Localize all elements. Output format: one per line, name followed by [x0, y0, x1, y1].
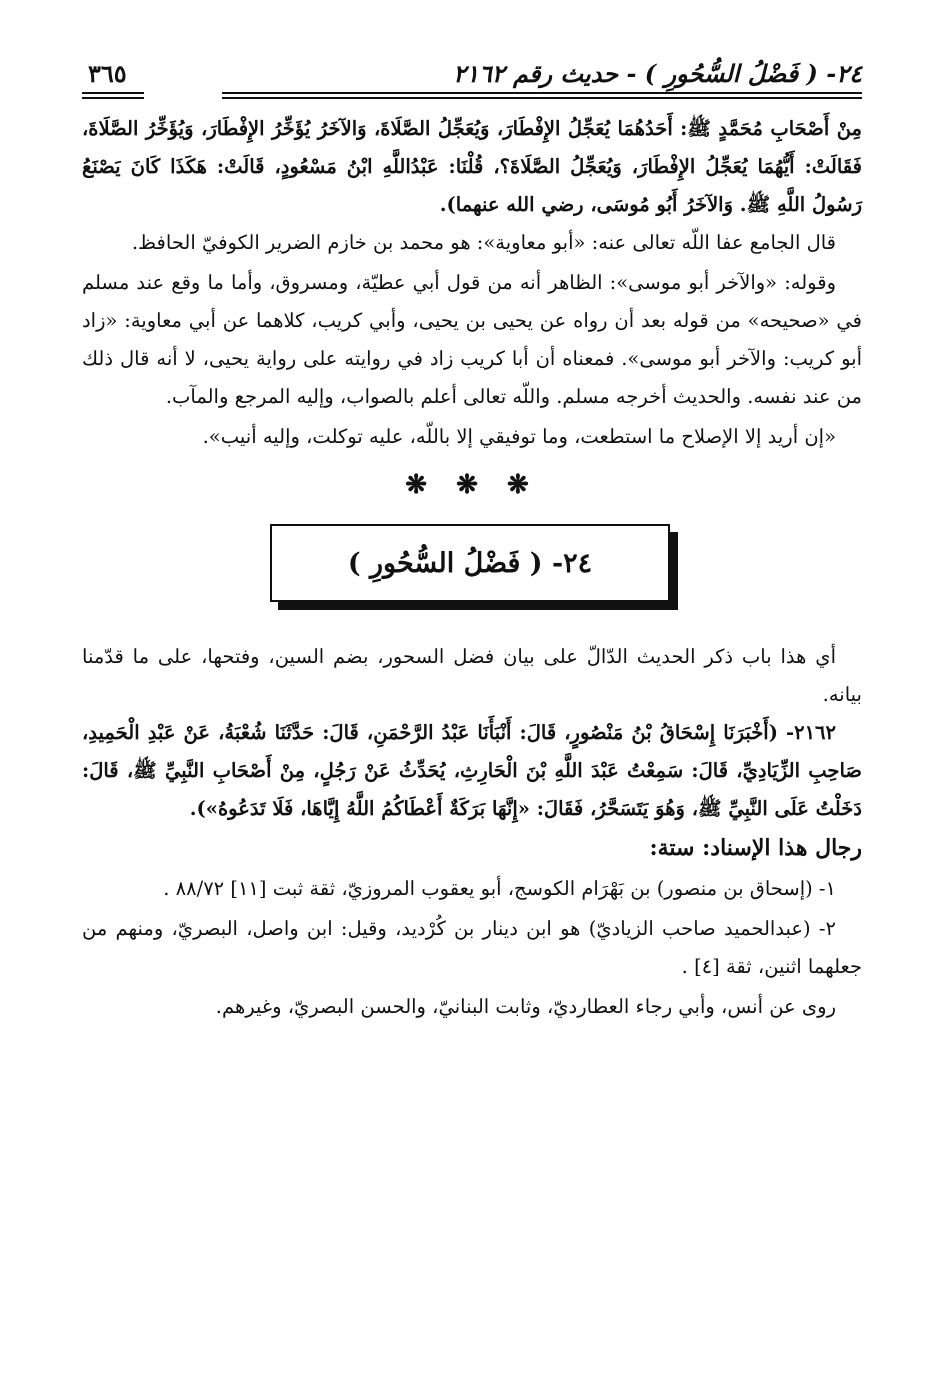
narrator-entry: ١- (إسحاق بن منصور) بن بَهْرَام الكوسج، أبو يعقوب المروزيّ، ثقة ثبت [١١] ٨٨/٧٢ . — [163, 877, 836, 900]
chapter-title: ٢٤- ( فَضْلُ السُّحُورِ ) — [270, 524, 670, 602]
header-rule-left — [82, 92, 144, 99]
book-page — [82, 48, 862, 1026]
narrators-heading: رجال هذا الإسناد: ستة: — [649, 835, 862, 861]
running-header-title: ٢٤- ( فَضْلُ السُّحُورِ ) - حديث رقم ٢١٦٢ — [453, 59, 862, 88]
header-rule-right — [222, 92, 862, 99]
closing-quote-paragraph: «إن أريد إلا الإصلاح ما استطعت، وما توفيقي إلا باللّه، عليه توكلت، وإليه أنيب». — [202, 425, 836, 448]
running-header — [82, 48, 862, 88]
commentary-paragraph: قال الجامع عفا اللّه تعالى عنه: «أبو معاوية»: هو محمد بن خازم الضرير الكوفيّ الحافظ. — [131, 231, 836, 254]
header-rule — [82, 90, 862, 102]
hadith-text: ٢١٦٢- (أَخْبَرَنَا إِسْحَاقُ بْنُ مَنْصُورٍ، قَالَ: أَنْبَأَنَا عَبْدُ الرَّحْمَنِ، قَالَ: حَدَّثَنَا شُعْبَةُ، عَنْ عَبْدِ الْحَمِيدِ، صَاحِبِ الزِّيَادِيِّ، قَالَ: سَمِعْتُ عَبْدَ اللَّهِ بْنَ الْحَارِثِ، يُحَدِّثُ عَنْ رَجُلٍ، مِنْ أَصْحَابِ النَّبِيِّ ﷺ، قَالَ: دَخَلْتُ عَلَى النَّبِيِّ ﷺ، وَهُوَ يَتَسَحَّرُ، فَقَالَ: «إِنَّهَا بَرَكَةٌ أَعْطَاكُمُ اللَّهُ إِيَّاهَا، فَلَا تَدَعُوهُ»). — [82, 721, 862, 820]
chapter-intro-paragraph: أي هذا باب ذكر الحديث الدّالّ على بيان فضل السحور، بضم السين، وفتحها، على ما قدّمنا بيانه. — [82, 645, 862, 706]
narrator-entry: ٢- (عبدالحميد صاحب الزياديّ) هو ابن دينار بن كُرْديد، وقيل: ابن واصل، البصريّ، ومنهم من جعلهما اثنين، ثقة [٤] . — [82, 917, 862, 978]
section-separator: ❋ ❋ ❋ — [405, 470, 539, 500]
narrator-entry: روى عن أنس، وأبي رجاء العطارديّ، وثابت البنانيّ، والحسن البصريّ، وغيرهم. — [215, 995, 836, 1018]
chapter-title-frame — [270, 524, 674, 604]
page-number: ٣٦٥ — [88, 59, 127, 88]
hadith-text-continued: مِنْ أَصْحَابِ مُحَمَّدٍ ﷺ: أَحَدُهُمَا يُعَجِّلُ الإِفْطَارَ، وَيُعَجِّلُ الصَّلَاةَ، وَالآخَرُ يُؤَخِّرُ الإِفْطَارَ، وَيُؤَخِّرُ الصَّلَاةَ، فَقَالَتْ: أَيُّهُمَا يُعَجِّلُ الإِفْطَارَ، وَيُعَجِّلُ الصَّلَاةَ؟، قُلْنَا: عَبْدُاللَّهِ ابْنُ مَسْعُودٍ، قَالَتْ: هَكَذَا كَانَ يَصْنَعُ رَسُولُ اللَّهِ ﷺ. وَالآخَرُ أَبُو مُوسَى، رضي الله عنهما). — [82, 117, 862, 216]
commentary-paragraph: وقوله: «والآخر أبو موسى»: الظاهر أنه من قول أبي عطيّة، ومسروق، وأما ما وقع عند مسلم في «صحيحه» من قوله بعد أن رواه عن يحيى بن يحيى، وأبي كريب، كلاهما عن أبي معاوية: «زاد أبو كريب: والآخر أبو موسى». فمعناه أن أبا كريب زاد في روايته على رواية يحيى، لا أنه قال ذلك من عند نفسه. والحديث أخرجه مسلم. واللّه تعالى أعلم بالصواب، وإليه المرجع والمآب. — [82, 271, 862, 408]
